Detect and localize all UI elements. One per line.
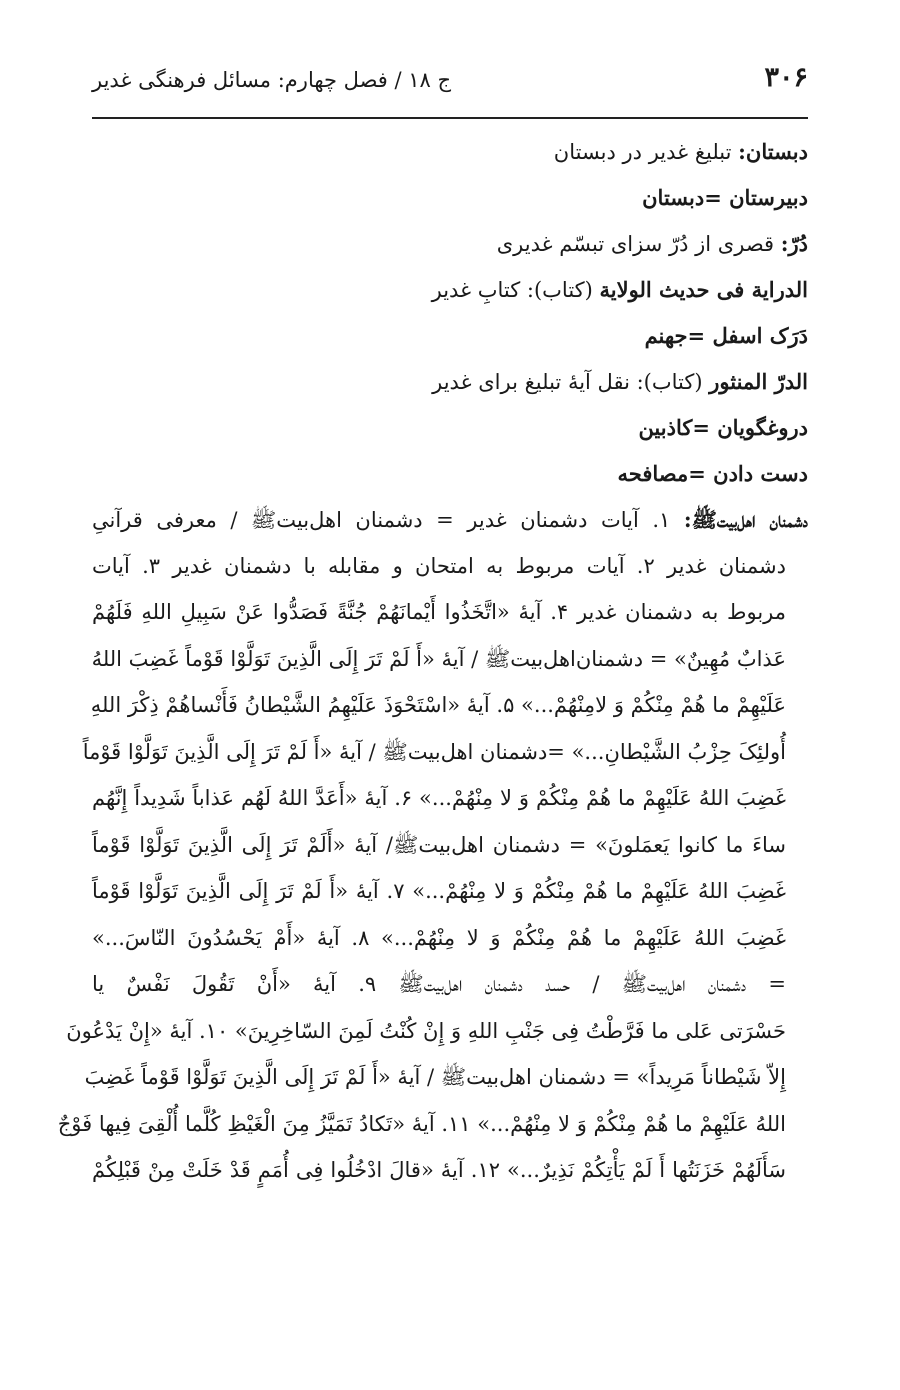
page-number: ۳۰۶: [764, 62, 808, 93]
entry-term: دبیرستان =دبستان: [642, 185, 808, 210]
entry-text: (کتاب): نقل آیهٔ تبلیغ برای غدیر: [432, 370, 710, 394]
entry-doshmanan-paragraph: [57, 507, 808, 1182]
paragraph-line: مربوط به دشمنان غدیر ۴. آیهٔ «اتَّخَذُوا أَیْمانَهُمْ جُنَّةً فَصَدُّوا عَنْ سَبِیلِ اللهِ فَلَهُمْ: [92, 600, 786, 624]
paragraph-line: أُولئِکَ حِزْبُ الشَّیْطانِ...» =دشمنان اهل‌بیت‌ﷺ / آیهٔ «أَ لَمْ تَرَ إِلَی الَّذِینَ تَوَلَّوْا قَوْماً: [82, 739, 786, 764]
paragraph-line: دشمنان غدیر ۲. آیات مربوط به امتحان و مقابله با دشمنان غدیر ۳. آیات: [92, 553, 786, 578]
paragraph-line: إِلاّ شَیْطاناً مَرِیداً» = دشمنان اهل‌بیت‌ﷺ / آیهٔ «أَ لَمْ تَرَ إِلَی الَّذِینَ تَوَلَّوْا قَوْماً غَضِبَ: [84, 1065, 786, 1089]
paragraph-line: اللهُ عَلَیْهِمْ ما هُمْ مِنْکُمْ وَ لا مِنْهُمْ...» ۱۱. آیهٔ «تَکادُ تَمَیَّزُ مِنَ الْغَیْظِ کُلَّما أُلْقِیَ فِیها فَوْجٌ: [57, 1111, 786, 1136]
entry-text: (کتاب): کتابِ غدیر: [431, 278, 600, 302]
entry-term: دبستان:: [738, 139, 808, 164]
paragraph-line: عَذابٌ مُهِینٌ» = دشمنان‌اهل‌بیت‌ﷺ / آیهٔ «أَ لَمْ تَرَ إِلَی الَّذِینَ تَوَلَّوْا قَوْماً غَضِبَ اللهُ: [91, 646, 786, 671]
entry-term: دشمنان اهل‌بیت‌ﷺ:: [683, 507, 808, 532]
paragraph-text: ۱. آیات دشمنان غدیر = دشمنان اهل‌بیت‌ﷺ / معرفی قرآنیِ: [92, 508, 684, 532]
entry-dabirestan: [92, 186, 808, 209]
entry-durr-manthur: [92, 370, 808, 393]
paragraph-line: غَضِبَ اللهُ عَلَیْهِمْ ما هُمْ مِنْکُمْ وَ لا مِنْهُمْ...» ۶. آیهٔ «أَعَدَّ اللهُ لَهُم عَذاباً شَدِیداً إِنَّهُم: [92, 786, 786, 810]
entry-doroughgouyan: [92, 416, 808, 439]
paragraph-line: حَسْرَتی عَلی ما فَرَّطْتُ فِی جَنْبِ اللهِ وَ إِنْ کُنْتُ لَمِنَ السّاخِرِینَ» ۱۰. آیهٔ «إِنْ یَدْعُونَ: [66, 1018, 786, 1043]
paragraph-line: غَضِبَ اللهُ عَلَیْهِمْ ما هُمْ مِنْکُمْ وَ لا مِنْهُمْ...» ۷. آیهٔ «أَ لَمْ تَرَ إِلَی الَّذِینَ تَوَلَّوْا قَوْماً: [92, 879, 787, 903]
entry-diraya: [92, 278, 808, 301]
glossary-entries: [57, 139, 808, 1206]
entry-term: الدرایة فی حدیث الولایة: [599, 277, 808, 302]
entry-term: الدرّ المنثور: [709, 369, 808, 394]
paragraph-line: [92, 508, 808, 531]
entry-dast-dadan: [92, 462, 808, 485]
paragraph-line: ساءَ ما کانوا یَعمَلونَ» = دشمنان اهل‌بیت‌ﷺ/ آیهٔ «أَلَمْ تَرَ إِلَی الَّذِینَ تَوَلَّوْا قَوْماً: [92, 832, 786, 857]
running-title: ج ۱۸ / فصل چهارم: مسائل فرهنگی غدیر: [92, 68, 452, 92]
entry-term: دروغگویان =کاذبین: [638, 415, 808, 440]
paragraph-line: غَضِبَ اللهُ عَلَیْهِمْ ما هُمْ مِنْکُمْ وَ لا مِنْهُمْ...» ۸. آیهٔ «أَمْ یَحْسُدُونَ النّاسَ...»: [92, 925, 786, 950]
entry-text: قصری از دُرّ سزای تبسّم غدیری: [496, 232, 781, 256]
entry-term: دست دادن =مصافحه: [617, 461, 808, 486]
header-rule: [92, 117, 808, 119]
entry-term: دُرّ:: [780, 231, 808, 256]
entry-text: تبلیغ غدیر در دبستان: [553, 140, 739, 164]
paragraph-line: عَلَیْهِمْ ما هُمْ مِنْکُمْ وَ لامِنْهُمْ...» ۵. آیهٔ «اسْتَحْوَذَ عَلَیْهِمُ الشَّیْطانُ فَأَنْساهُمْ ذِکْرَ اللهِ: [90, 693, 786, 717]
entry-dabestan: [92, 140, 808, 163]
entry-darak: [92, 324, 808, 347]
entry-dorr: [92, 232, 808, 255]
paragraph-line: = دشمنان اهل‌بیت‌ﷺ / حسد دشمنان اهل‌بیت‌ﷺ ۹. آیهٔ «أَنْ تَقُولَ نَفْسٌ یا: [92, 972, 787, 996]
entry-term: دَرَک اسفل =جهنم: [644, 323, 808, 348]
paragraph-line: سَأَلَهُمْ خَزَنَتُها أَ لَمْ یَأْتِکُمْ نَذِیرٌ...» ۱۲. آیهٔ «قالَ ادْخُلُوا فِی أُمَمٍ قَدْ خَلَتْ مِنْ قَبْلِکُمْ: [92, 1158, 786, 1182]
page-header: [92, 62, 808, 114]
